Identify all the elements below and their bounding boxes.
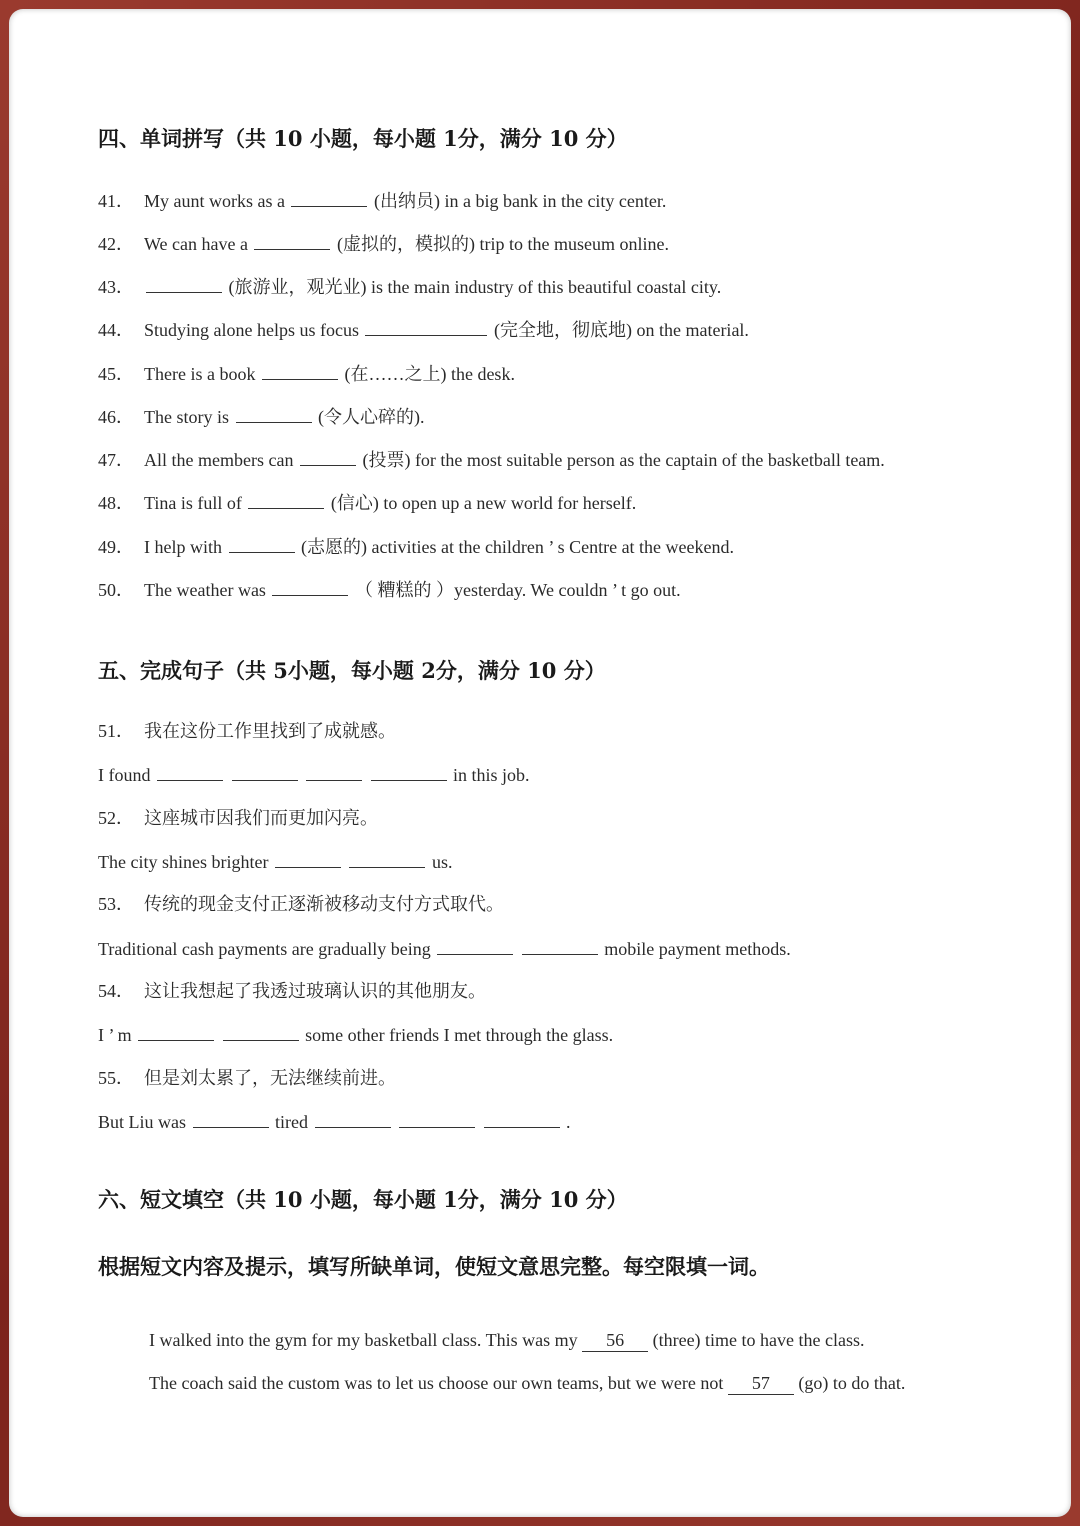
question-number: 53． — [98, 894, 134, 914]
question-number: 52． — [98, 808, 134, 828]
question-52-english — [98, 849, 452, 874]
passage-text: The coach said the custom was to let us choose our own teams, but we were not — [149, 1373, 724, 1393]
answer-blank[interactable] — [365, 317, 487, 336]
answer-blank[interactable] — [248, 490, 324, 509]
question-suffix: (虚拟的，模拟的) trip to the museum online. — [336, 234, 669, 254]
question-55-chinese — [98, 1066, 396, 1090]
chinese-sentence: 我在这份工作里找到了成就感。 — [144, 721, 396, 741]
question-suffix: (投票) for the most suitable person as the captain of the basketball team. — [362, 450, 885, 470]
question-prefix: There is a book — [144, 364, 256, 384]
question-53-english — [98, 936, 791, 961]
passage-text: (three) time to have the class. — [652, 1330, 865, 1350]
chinese-sentence: 传统的现金支付正逐渐被移动支付方式取代。 — [144, 894, 504, 914]
answer-blank[interactable] — [146, 274, 222, 293]
question-number: 46． — [98, 407, 134, 427]
answer-blank[interactable] — [306, 762, 362, 781]
question-number: 50． — [98, 580, 134, 600]
question-53-chinese — [98, 892, 504, 916]
english-suffix: . — [566, 1112, 571, 1132]
english-prefix: I ’ m — [98, 1025, 132, 1045]
answer-blank[interactable] — [484, 1109, 560, 1128]
section-6-instruction: 根据短文内容及提示，填写所缺单词，使短文意思完整。每空限填一词。 — [98, 1254, 770, 1279]
answer-blank[interactable] — [291, 188, 367, 207]
question-number: 47． — [98, 450, 134, 470]
question-number: 43． — [98, 277, 134, 297]
chinese-sentence: 这让我想起了我透过玻璃认识的其他朋友。 — [144, 981, 486, 1001]
passage-line-1 — [149, 1328, 865, 1352]
question-prefix: The weather was — [144, 580, 266, 600]
question-number: 41． — [98, 191, 134, 211]
question-45 — [98, 361, 515, 386]
answer-blank[interactable] — [138, 1022, 214, 1041]
answer-blank[interactable] — [399, 1109, 475, 1128]
question-number: 42． — [98, 234, 134, 254]
question-52-chinese — [98, 806, 378, 830]
english-prefix: The city shines brighter — [98, 852, 269, 872]
chinese-sentence: 但是刘太累了，无法继续前进。 — [144, 1068, 396, 1088]
question-number: 49． — [98, 537, 134, 557]
question-51-english — [98, 762, 530, 787]
question-54-chinese — [98, 979, 486, 1003]
question-prefix: We can have a — [144, 234, 248, 254]
section-4-title: 四、单词拼写（共 10 小题，每小题 1分，满分 10 分） — [98, 126, 628, 151]
section-5-title: 五、完成句子（共 5小题，每小题 2分，满分 10 分） — [98, 658, 606, 683]
answer-blank[interactable] — [262, 361, 338, 380]
question-42 — [98, 231, 669, 256]
question-number: 51． — [98, 721, 134, 741]
question-46 — [98, 404, 425, 429]
passage-text: I walked into the gym for my basketball class. This was my — [149, 1330, 578, 1350]
answer-blank[interactable] — [223, 1022, 299, 1041]
answer-blank[interactable] — [371, 762, 447, 781]
passage-text: (go) to do that. — [798, 1373, 906, 1393]
answer-blank[interactable] — [522, 936, 598, 955]
answer-blank[interactable] — [236, 404, 312, 423]
question-suffix: (志愿的) activities at the children ’ s Centre at the weekend. — [301, 537, 735, 557]
question-49 — [98, 534, 734, 559]
english-prefix: I found — [98, 765, 151, 785]
answer-blank[interactable] — [300, 447, 356, 466]
question-number: 55． — [98, 1068, 134, 1088]
question-51-chinese — [98, 719, 396, 743]
question-41 — [98, 188, 666, 213]
question-44 — [98, 317, 749, 342]
english-prefix: Traditional cash payments are gradually being — [98, 939, 431, 959]
passage-blank-57[interactable]: 57 — [728, 1372, 794, 1395]
answer-blank[interactable] — [157, 762, 223, 781]
question-number: 48． — [98, 493, 134, 513]
question-suffix: (令人心碎的). — [318, 407, 425, 427]
english-suffix: mobile payment methods. — [604, 939, 791, 959]
answer-blank[interactable] — [272, 577, 348, 596]
passage-blank-56[interactable]: 56 — [582, 1329, 648, 1352]
question-suffix: (完全地，彻底地) on the material. — [493, 320, 749, 340]
question-50 — [98, 577, 681, 602]
answer-blank[interactable] — [275, 849, 341, 868]
question-suffix: (信心) to open up a new world for herself. — [330, 493, 637, 513]
exam-paper — [9, 9, 1071, 1517]
question-47 — [98, 447, 885, 472]
answer-blank[interactable] — [193, 1109, 269, 1128]
question-number: 54． — [98, 981, 134, 1001]
section-6-title: 六、短文填空（共 10 小题，每小题 1分，满分 10 分） — [98, 1187, 628, 1212]
question-suffix: (在……之上) the desk. — [344, 364, 515, 384]
english-suffix: us. — [431, 852, 453, 872]
english-suffix: in this job. — [453, 765, 530, 785]
answer-blank[interactable] — [254, 231, 330, 250]
question-number: 45． — [98, 364, 134, 384]
question-prefix: I help with — [144, 537, 222, 557]
question-prefix: Tina is full of — [144, 493, 242, 513]
question-48 — [98, 490, 636, 515]
question-54-english — [98, 1022, 613, 1047]
english-middle: tired — [275, 1112, 308, 1132]
answer-blank[interactable] — [232, 762, 298, 781]
question-43 — [98, 274, 721, 299]
question-prefix: All the members can — [144, 450, 294, 470]
passage-line-2 — [149, 1371, 905, 1395]
chinese-sentence: 这座城市因我们而更加闪亮。 — [144, 808, 378, 828]
question-55-english — [98, 1109, 571, 1134]
english-suffix: some other friends I met through the glass. — [305, 1025, 614, 1045]
english-prefix: But Liu was — [98, 1112, 186, 1132]
question-number: 44． — [98, 320, 134, 340]
question-suffix: （ 糟糕的 ）yesterday. We couldn ’ t go out. — [354, 580, 681, 600]
question-suffix: (旅游业，观光业) is the main industry of this beautiful coastal city. — [228, 277, 722, 297]
answer-blank[interactable] — [229, 534, 295, 553]
answer-blank[interactable] — [349, 849, 425, 868]
question-prefix: The story is — [144, 407, 229, 427]
question-prefix: My aunt works as a — [144, 191, 285, 211]
answer-blank[interactable] — [437, 936, 513, 955]
answer-blank[interactable] — [315, 1109, 391, 1128]
question-suffix: (出纳员) in a big bank in the city center. — [373, 191, 667, 211]
question-prefix: Studying alone helps us focus — [144, 320, 359, 340]
